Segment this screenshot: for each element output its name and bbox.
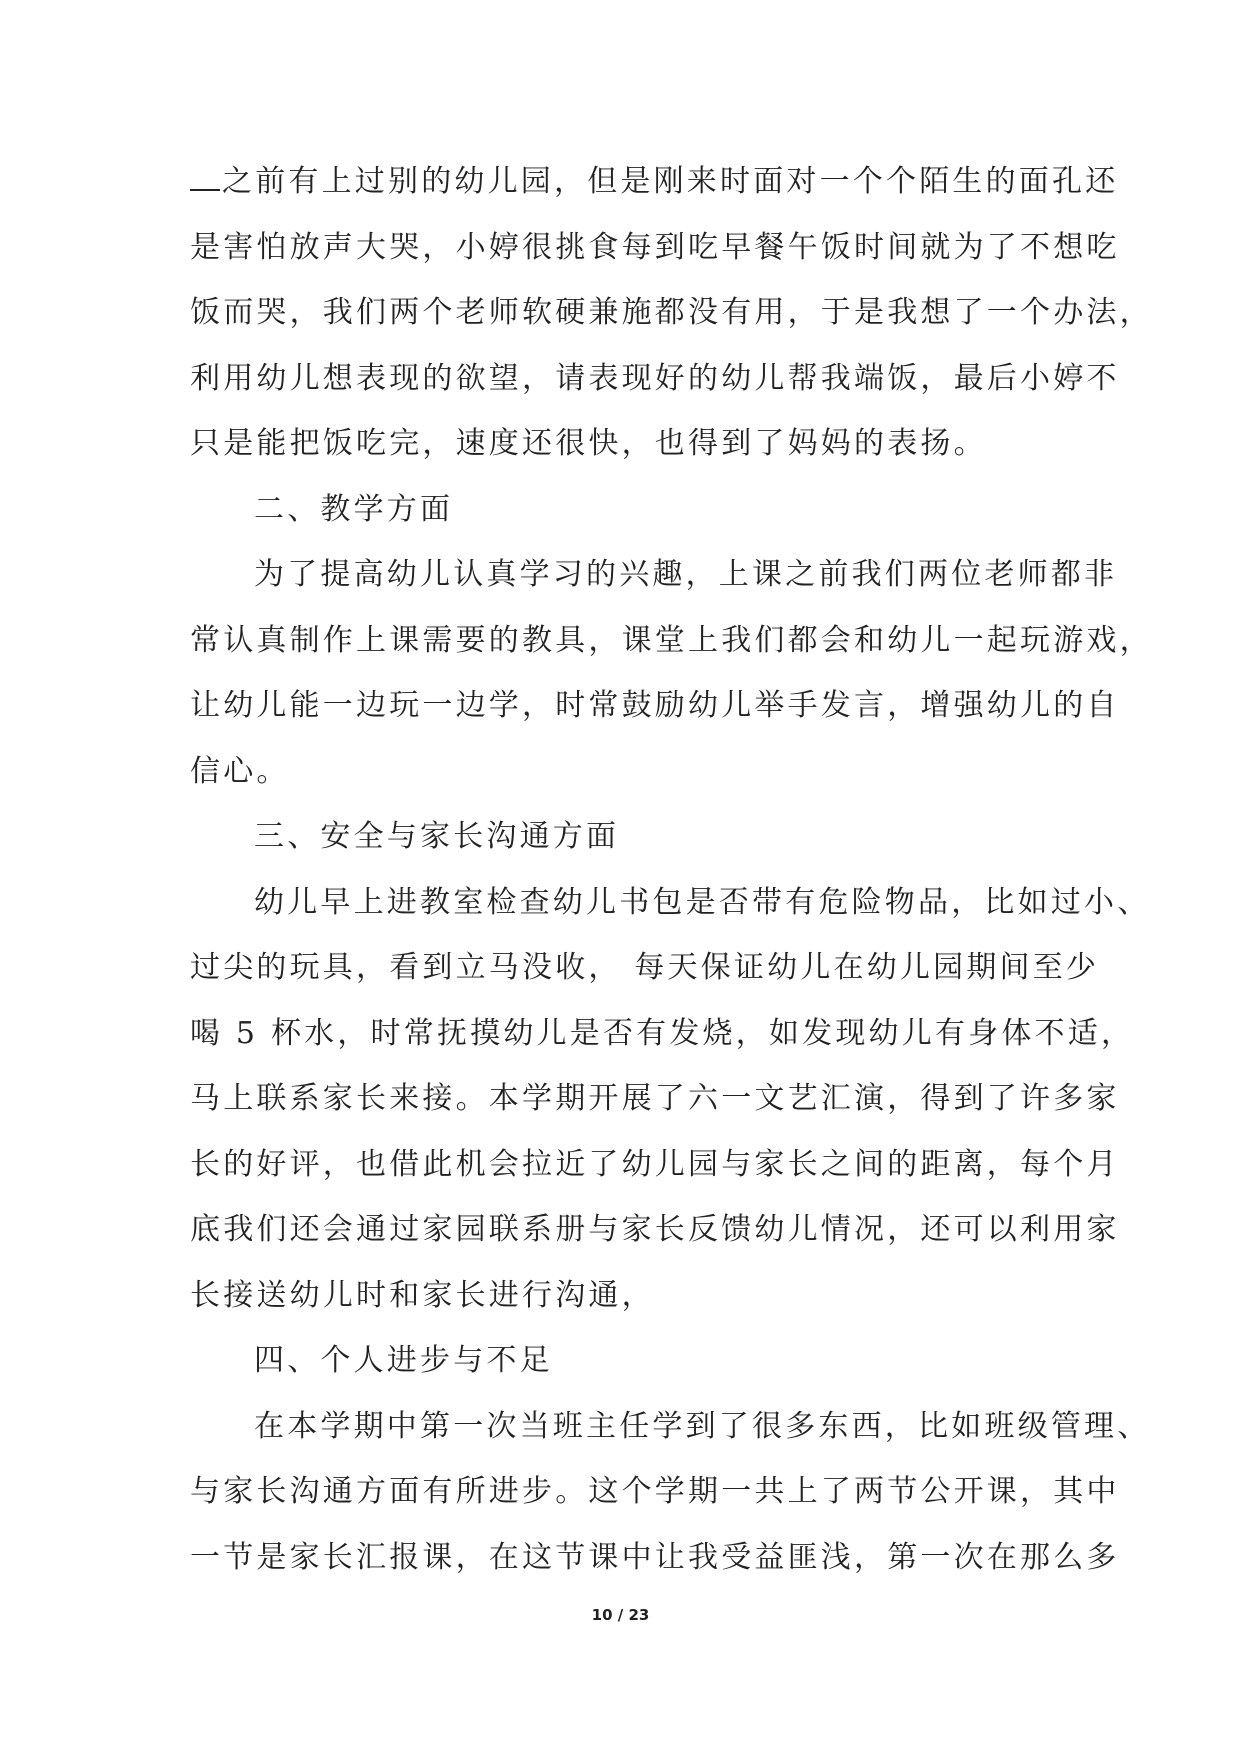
line-text: 只是能把饭吃完，速度还很快，也得到了妈妈的表扬。 bbox=[190, 426, 987, 461]
line-text: 为了提高幼儿认真学习的兴趣，上课之前我们两位老师都非 bbox=[254, 557, 1118, 592]
line-text: 在本学期中第一次当班主任学到了很多东西，比如班级管理、 bbox=[254, 1408, 1151, 1444]
text-line bbox=[190, 414, 1070, 480]
text-line bbox=[190, 218, 1120, 284]
line-text: 让幼儿能一边玩一边学，时常鼓励幼儿举手发言，增强幼儿的自 bbox=[190, 688, 1120, 723]
text-line bbox=[190, 1397, 1151, 1463]
line-text: 利用幼儿想表现的欲望，请表现好的幼儿帮我端饭，最后小婷不 bbox=[190, 360, 1120, 396]
text-line bbox=[190, 1200, 1120, 1266]
line-text: 长的好评，也借此机会拉近了幼儿园与家长之间的距离，每个月 bbox=[190, 1146, 1120, 1182]
line-text: 马上联系家长来接。本学期开展了六一文艺汇演，得到了许多家 bbox=[190, 1081, 1120, 1116]
line-text: 过尖的玩具，看到立马没收， 每天保证幼儿在幼儿园期间至少 bbox=[190, 950, 1100, 985]
line-text: 幼儿早上进教室检查幼儿书包是否带有危险物品，比如过小、 bbox=[254, 884, 1151, 920]
text-line bbox=[190, 152, 1119, 218]
text-line bbox=[190, 1004, 1135, 1070]
text-line bbox=[190, 349, 1120, 415]
line-text: 与家长沟通方面有所进步。这个学期一共上了两节公开课，其中 bbox=[190, 1474, 1120, 1509]
line-text: 一节是家长汇报课，在这节课中让我受益匪浅，第一次在那么多 bbox=[190, 1539, 1120, 1575]
line-text: 之前有上过别的幼儿园，但是刚来时面对一个个陌生的面孔还 bbox=[222, 164, 1119, 199]
text-line bbox=[190, 676, 1120, 742]
text-line bbox=[190, 873, 1151, 939]
line-text: 四、个人进步与不足 bbox=[254, 1343, 553, 1378]
text-line bbox=[190, 480, 1070, 546]
line-text: 是害怕放声大哭，小婷很挑食每到吃早餐午饭时间就为了不想吃 bbox=[190, 229, 1120, 265]
fill-in-blank bbox=[190, 187, 220, 191]
text-line bbox=[190, 742, 1070, 808]
text-line bbox=[190, 283, 1153, 349]
text-line bbox=[190, 1266, 1070, 1332]
line-text: 常认真制作上课需要的教具，课堂上我们都会和幼儿一起玩游戏， bbox=[190, 622, 1153, 658]
text-line bbox=[190, 807, 1070, 873]
text-line bbox=[190, 1528, 1120, 1594]
text-line bbox=[190, 545, 1118, 611]
text-line bbox=[190, 1135, 1120, 1201]
page-number: 10 / 23 bbox=[591, 1606, 650, 1624]
line-text: 信心。 bbox=[190, 753, 290, 789]
line-text: 三、安全与家长沟通方面 bbox=[254, 819, 620, 854]
line-text: 喝 5 杯水，时常抚摸幼儿是否有发烧，如发现幼儿有身体不适， bbox=[190, 1015, 1135, 1051]
text-line bbox=[190, 611, 1153, 677]
line-text: 饭而哭，我们两个老师软硬兼施都没有用，于是我想了一个办法， bbox=[190, 295, 1153, 330]
line-text: 底我们还会通过家园联系册与家长反馈幼儿情况，还可以利用家 bbox=[190, 1212, 1120, 1247]
text-line bbox=[190, 938, 1100, 1004]
line-text: 二、教学方面 bbox=[254, 491, 454, 527]
text-line bbox=[190, 1331, 1070, 1397]
text-line bbox=[190, 1069, 1120, 1135]
line-text: 长接送幼儿时和家长进行沟通， bbox=[190, 1277, 655, 1313]
document-body bbox=[190, 152, 1153, 1593]
text-line bbox=[190, 1462, 1120, 1528]
